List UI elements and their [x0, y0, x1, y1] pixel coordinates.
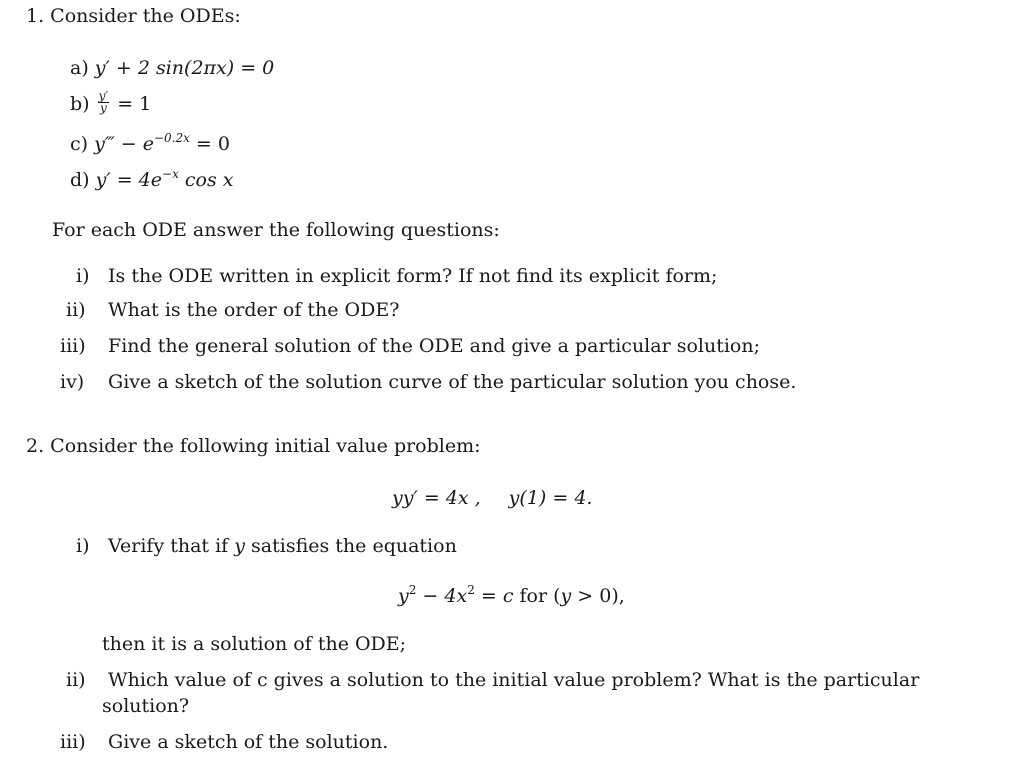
eq-y: y [398, 585, 409, 607]
question-1-iii-text: Find the general solution of the ODE and give a particular solution; [108, 335, 761, 357]
eq-end: = c [474, 585, 514, 607]
ode-a [70, 56, 274, 80]
question-2-ii-continued: solution? [102, 695, 190, 717]
eq-mid: − 4x [416, 585, 468, 607]
question-1-iii-label: iii) [60, 335, 86, 357]
ode-c-exponent: −0.2x [153, 131, 190, 145]
problem-2-heading: 2. Consider the following initial value problem: [26, 435, 481, 457]
question-1-i-label: i) [76, 265, 90, 287]
eq-condition-variable: y [560, 585, 572, 607]
ode-c-lhs: y‴ − e [94, 133, 154, 155]
ode-b-fraction [98, 88, 110, 115]
ode-c-label: c) [70, 133, 89, 155]
ode-b-label: b) [70, 93, 90, 115]
question-1-iv-text: Give a sketch of the solution curve of the particular solution you chose. [108, 371, 797, 393]
ode-c-rhs: = 0 [189, 133, 230, 155]
ivp-equation [392, 486, 592, 510]
problem-1-intro: For each ODE answer the following questions: [52, 219, 500, 241]
ode-c [70, 132, 230, 156]
question-1-iii [60, 334, 760, 358]
question-2-iii [60, 730, 388, 754]
implicit-equation [398, 584, 625, 608]
problem-1-heading: 1. Consider the ODEs: [26, 5, 241, 27]
ode-d-label: d) [70, 169, 90, 191]
ode-d-lhs: y′ = 4e [95, 169, 163, 191]
question-1-i-text: Is the ODE written in explicit form? If not find its explicit form; [108, 265, 718, 287]
question-1-iv-label: iv) [60, 371, 85, 393]
question-2-ii-label: ii) [66, 669, 86, 691]
ode-d [70, 168, 233, 192]
ode-a-equation: y′ + 2 sin(2πx) = 0 [94, 57, 275, 79]
question-2-i-variable: y [234, 535, 245, 557]
ivp-initial-condition: y(1) = 4. [508, 487, 593, 509]
question-2-i-then: then it is a solution of the ODE; [102, 633, 407, 655]
ode-b-numerator: y′ [98, 88, 109, 103]
question-1-ii-text: What is the order of the ODE? [108, 299, 400, 321]
eq-y-exponent: 2 [408, 583, 417, 597]
question-1-ii-label: ii) [66, 299, 86, 321]
eq-close: > 0), [571, 585, 625, 607]
question-2-iii-label: iii) [60, 731, 86, 753]
question-2-i-text: Verify that if [108, 535, 229, 557]
ode-d-exponent: −x [162, 167, 179, 181]
ode-b-rhs: = 1 [117, 93, 152, 115]
ode-b [70, 88, 152, 117]
question-2-i-text-2: satisfies the equation [251, 535, 457, 557]
ode-b-denominator: y [99, 100, 107, 115]
ivp-ode: yy′ = 4x , [392, 487, 481, 509]
question-2-iii-text: Give a sketch of the solution. [108, 731, 389, 753]
ode-d-rhs: cos x [178, 169, 234, 191]
eq-x-exponent: 2 [467, 583, 475, 597]
question-1-ii [66, 298, 399, 322]
ode-a-label: a) [70, 57, 89, 79]
question-1-i [76, 264, 717, 288]
question-2-i-label: i) [76, 535, 90, 557]
question-1-iv [60, 370, 796, 394]
question-2-ii-text: Which value of c gives a solution to the initial value problem? What is the particular [108, 669, 920, 691]
eq-for: for ( [513, 585, 561, 607]
question-2-ii [66, 668, 919, 692]
question-2-i [76, 534, 457, 558]
